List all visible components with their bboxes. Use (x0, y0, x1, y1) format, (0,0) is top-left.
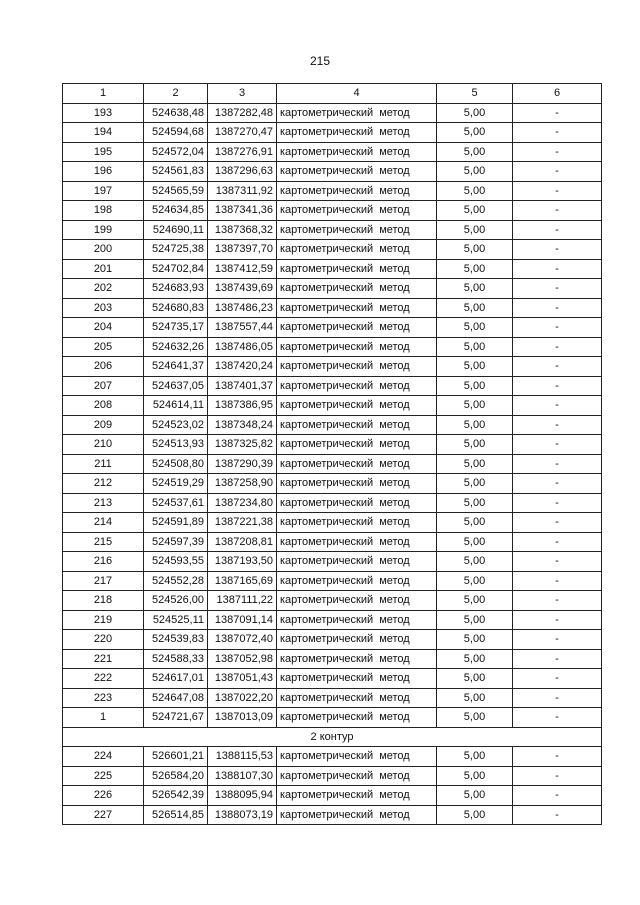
cell-col-4: картометрический метод (277, 279, 437, 299)
cell-col-6: - (513, 162, 602, 182)
cell-col-3: 1387486,23 (208, 298, 277, 318)
section-row (63, 727, 602, 747)
table-row (63, 298, 602, 318)
cell-col-1: 208 (63, 396, 144, 416)
table-row (63, 220, 602, 240)
header-row (63, 84, 602, 104)
cell-col-5: 5,00 (437, 318, 513, 338)
cell-col-4: картометрический метод (277, 747, 437, 767)
cell-col-5: 5,00 (437, 630, 513, 650)
cell-col-2: 524526,00 (144, 591, 208, 611)
cell-col-1: 220 (63, 630, 144, 650)
cell-col-2: 524637,05 (144, 376, 208, 396)
table-row (63, 493, 602, 513)
table-row (63, 630, 602, 650)
table-row (63, 610, 602, 630)
cell-col-4: картометрический метод (277, 357, 437, 377)
cell-col-2: 524702,84 (144, 259, 208, 279)
table-row (63, 142, 602, 162)
cell-col-4: картометрический метод (277, 454, 437, 474)
cell-col-1: 222 (63, 669, 144, 689)
table-row (63, 786, 602, 806)
cell-col-4: картометрический метод (277, 474, 437, 494)
cell-col-2: 524561,83 (144, 162, 208, 182)
cell-col-4: картометрический метод (277, 201, 437, 221)
cell-col-3: 1387341,36 (208, 201, 277, 221)
table-row (63, 649, 602, 669)
cell-col-4: картометрический метод (277, 103, 437, 123)
header-col-6: 6 (513, 84, 602, 104)
cell-col-2: 524588,33 (144, 649, 208, 669)
cell-col-3: 1388115,53 (208, 747, 277, 767)
cell-col-2: 524680,83 (144, 298, 208, 318)
cell-col-5: 5,00 (437, 591, 513, 611)
cell-col-1: 204 (63, 318, 144, 338)
header-col-2: 2 (144, 84, 208, 104)
cell-col-3: 1387348,24 (208, 415, 277, 435)
cell-col-4: картометрический метод (277, 649, 437, 669)
cell-col-4: картометрический метод (277, 513, 437, 533)
cell-col-6: - (513, 786, 602, 806)
table-row (63, 415, 602, 435)
cell-col-2: 524647,08 (144, 688, 208, 708)
cell-col-1: 207 (63, 376, 144, 396)
cell-col-5: 5,00 (437, 123, 513, 143)
cell-col-4: картометрический метод (277, 181, 437, 201)
cell-col-4: картометрический метод (277, 376, 437, 396)
header-col-3: 3 (208, 84, 277, 104)
cell-col-6: - (513, 571, 602, 591)
cell-col-1: 199 (63, 220, 144, 240)
cell-col-4: картометрический метод (277, 142, 437, 162)
cell-col-4: картометрический метод (277, 786, 437, 806)
table-row (63, 571, 602, 591)
cell-col-1: 203 (63, 298, 144, 318)
table-row (63, 337, 602, 357)
cell-col-5: 5,00 (437, 415, 513, 435)
cell-col-4: картометрический метод (277, 708, 437, 728)
cell-col-4: картометрический метод (277, 493, 437, 513)
cell-col-6: - (513, 766, 602, 786)
cell-col-2: 524638,48 (144, 103, 208, 123)
cell-col-1: 212 (63, 474, 144, 494)
cell-col-6: - (513, 669, 602, 689)
table-row (63, 454, 602, 474)
table-body-contour-2 (63, 747, 602, 825)
cell-col-6: - (513, 591, 602, 611)
section-label: 2 контур (63, 727, 602, 747)
cell-col-6: - (513, 298, 602, 318)
table-row (63, 591, 602, 611)
cell-col-4: картометрический метод (277, 532, 437, 552)
cell-col-6: - (513, 688, 602, 708)
cell-col-1: 206 (63, 357, 144, 377)
cell-col-5: 5,00 (437, 610, 513, 630)
cell-col-2: 524641,37 (144, 357, 208, 377)
cell-col-5: 5,00 (437, 279, 513, 299)
cell-col-6: - (513, 532, 602, 552)
cell-col-3: 1387282,48 (208, 103, 277, 123)
cell-col-5: 5,00 (437, 766, 513, 786)
cell-col-3: 1387368,32 (208, 220, 277, 240)
cell-col-2: 524614,11 (144, 396, 208, 416)
cell-col-5: 5,00 (437, 103, 513, 123)
cell-col-3: 1387051,43 (208, 669, 277, 689)
cell-col-6: - (513, 337, 602, 357)
table-row (63, 162, 602, 182)
cell-col-2: 524539,83 (144, 630, 208, 650)
cell-col-6: - (513, 630, 602, 650)
cell-col-2: 524565,59 (144, 181, 208, 201)
cell-col-3: 1387052,98 (208, 649, 277, 669)
cell-col-1: 209 (63, 415, 144, 435)
cell-col-1: 213 (63, 493, 144, 513)
cell-col-6: - (513, 279, 602, 299)
cell-col-3: 1388073,19 (208, 805, 277, 825)
cell-col-4: картометрический метод (277, 415, 437, 435)
cell-col-2: 526514,85 (144, 805, 208, 825)
cell-col-1: 226 (63, 786, 144, 806)
cell-col-5: 5,00 (437, 396, 513, 416)
cell-col-6: - (513, 357, 602, 377)
cell-col-5: 5,00 (437, 142, 513, 162)
cell-col-5: 5,00 (437, 259, 513, 279)
cell-col-3: 1387325,82 (208, 435, 277, 455)
cell-col-4: картометрический метод (277, 318, 437, 338)
cell-col-6: - (513, 513, 602, 533)
cell-col-5: 5,00 (437, 786, 513, 806)
cell-col-4: картометрический метод (277, 630, 437, 650)
cell-col-3: 1387022,20 (208, 688, 277, 708)
cell-col-1: 227 (63, 805, 144, 825)
header-col-4: 4 (277, 84, 437, 104)
cell-col-6: - (513, 552, 602, 572)
table-row (63, 103, 602, 123)
cell-col-5: 5,00 (437, 747, 513, 767)
cell-col-5: 5,00 (437, 669, 513, 689)
cell-col-2: 524721,67 (144, 708, 208, 728)
cell-col-5: 5,00 (437, 571, 513, 591)
cell-col-4: картометрический метод (277, 552, 437, 572)
cell-col-4: картометрический метод (277, 766, 437, 786)
table-row (63, 201, 602, 221)
table-row (63, 513, 602, 533)
table-row (63, 552, 602, 572)
cell-col-3: 1387296,63 (208, 162, 277, 182)
cell-col-3: 1387091,14 (208, 610, 277, 630)
cell-col-3: 1387276,91 (208, 142, 277, 162)
cell-col-4: картометрический метод (277, 123, 437, 143)
cell-col-3: 1388107,30 (208, 766, 277, 786)
cell-col-4: картометрический метод (277, 396, 437, 416)
cell-col-3: 1387386,95 (208, 396, 277, 416)
cell-col-6: - (513, 649, 602, 669)
cell-col-1: 215 (63, 532, 144, 552)
cell-col-3: 1387290,39 (208, 454, 277, 474)
cell-col-2: 524525,11 (144, 610, 208, 630)
cell-col-3: 1387420,24 (208, 357, 277, 377)
cell-col-3: 1387111,22 (208, 591, 277, 611)
cell-col-3: 1388095,94 (208, 786, 277, 806)
cell-col-5: 5,00 (437, 298, 513, 318)
table-row (63, 376, 602, 396)
cell-col-5: 5,00 (437, 688, 513, 708)
cell-col-6: - (513, 376, 602, 396)
cell-col-1: 197 (63, 181, 144, 201)
cell-col-1: 214 (63, 513, 144, 533)
table-row (63, 688, 602, 708)
cell-col-5: 5,00 (437, 454, 513, 474)
cell-col-2: 526601,21 (144, 747, 208, 767)
cell-col-5: 5,00 (437, 708, 513, 728)
cell-col-6: - (513, 123, 602, 143)
table-row (63, 474, 602, 494)
table-row (63, 279, 602, 299)
cell-col-3: 1387412,59 (208, 259, 277, 279)
cell-col-2: 526542,39 (144, 786, 208, 806)
cell-col-6: - (513, 747, 602, 767)
cell-col-3: 1387401,37 (208, 376, 277, 396)
cell-col-6: - (513, 396, 602, 416)
cell-col-2: 526584,20 (144, 766, 208, 786)
cell-col-3: 1387013,09 (208, 708, 277, 728)
cell-col-6: - (513, 103, 602, 123)
cell-col-1: 211 (63, 454, 144, 474)
cell-col-5: 5,00 (437, 337, 513, 357)
cell-col-4: картометрический метод (277, 337, 437, 357)
header-col-1: 1 (63, 84, 144, 104)
cell-col-5: 5,00 (437, 474, 513, 494)
table-row (63, 747, 602, 767)
cell-col-6: - (513, 435, 602, 455)
cell-col-2: 524725,38 (144, 240, 208, 260)
cell-col-4: картометрический метод (277, 259, 437, 279)
cell-col-2: 524634,85 (144, 201, 208, 221)
cell-col-1: 200 (63, 240, 144, 260)
cell-col-6: - (513, 493, 602, 513)
table-row (63, 259, 602, 279)
table-body-contour-1 (63, 103, 602, 727)
page-number: 215 (309, 54, 331, 68)
cell-col-1: 202 (63, 279, 144, 299)
cell-col-1: 205 (63, 337, 144, 357)
cell-col-2: 524597,39 (144, 532, 208, 552)
cell-col-2: 524519,29 (144, 474, 208, 494)
cell-col-2: 524572,04 (144, 142, 208, 162)
cell-col-5: 5,00 (437, 240, 513, 260)
cell-col-4: картометрический метод (277, 435, 437, 455)
table-row (63, 435, 602, 455)
cell-col-2: 524683,93 (144, 279, 208, 299)
cell-col-5: 5,00 (437, 435, 513, 455)
table-row (63, 532, 602, 552)
cell-col-1: 224 (63, 747, 144, 767)
cell-col-6: - (513, 805, 602, 825)
cell-col-4: картометрический метод (277, 610, 437, 630)
cell-col-5: 5,00 (437, 181, 513, 201)
cell-col-2: 524523,02 (144, 415, 208, 435)
table-row (63, 318, 602, 338)
cell-col-3: 1387270,47 (208, 123, 277, 143)
cell-col-6: - (513, 201, 602, 221)
cell-col-2: 524513,93 (144, 435, 208, 455)
cell-col-3: 1387486,05 (208, 337, 277, 357)
cell-col-3: 1387258,90 (208, 474, 277, 494)
cell-col-1: 196 (63, 162, 144, 182)
cell-col-6: - (513, 181, 602, 201)
cell-col-4: картометрический метод (277, 688, 437, 708)
cell-col-5: 5,00 (437, 162, 513, 182)
cell-col-1: 217 (63, 571, 144, 591)
cell-col-3: 1387072,40 (208, 630, 277, 650)
cell-col-2: 524594,68 (144, 123, 208, 143)
table-row (63, 396, 602, 416)
section-row-group (63, 727, 602, 747)
cell-col-5: 5,00 (437, 532, 513, 552)
cell-col-5: 5,00 (437, 493, 513, 513)
cell-col-3: 1387165,69 (208, 571, 277, 591)
cell-col-3: 1387208,81 (208, 532, 277, 552)
cell-col-1: 223 (63, 688, 144, 708)
cell-col-3: 1387557,44 (208, 318, 277, 338)
cell-col-5: 5,00 (437, 376, 513, 396)
cell-col-4: картометрический метод (277, 298, 437, 318)
table-row (63, 805, 602, 825)
cell-col-3: 1387311,92 (208, 181, 277, 201)
cell-col-2: 524591,89 (144, 513, 208, 533)
cell-col-4: картометрический метод (277, 220, 437, 240)
cell-col-2: 524552,28 (144, 571, 208, 591)
cell-col-6: - (513, 474, 602, 494)
cell-col-6: - (513, 610, 602, 630)
cell-col-6: - (513, 142, 602, 162)
cell-col-4: картометрический метод (277, 805, 437, 825)
table-row (63, 766, 602, 786)
cell-col-6: - (513, 454, 602, 474)
cell-col-4: картометрический метод (277, 162, 437, 182)
cell-col-2: 524537,61 (144, 493, 208, 513)
cell-col-2: 524508,80 (144, 454, 208, 474)
cell-col-2: 524593,55 (144, 552, 208, 572)
cell-col-2: 524690,11 (144, 220, 208, 240)
cell-col-4: картометрический метод (277, 571, 437, 591)
cell-col-2: 524735,17 (144, 318, 208, 338)
cell-col-6: - (513, 259, 602, 279)
cell-col-2: 524632,26 (144, 337, 208, 357)
cell-col-4: картометрический метод (277, 240, 437, 260)
cell-col-5: 5,00 (437, 220, 513, 240)
coordinates-table (62, 83, 602, 825)
cell-col-1: 210 (63, 435, 144, 455)
cell-col-4: картометрический метод (277, 591, 437, 611)
cell-col-5: 5,00 (437, 552, 513, 572)
table-row (63, 240, 602, 260)
cell-col-1: 1 (63, 708, 144, 728)
cell-col-2: 524617,01 (144, 669, 208, 689)
table-row (63, 708, 602, 728)
cell-col-6: - (513, 220, 602, 240)
cell-col-3: 1387234,80 (208, 493, 277, 513)
cell-col-6: - (513, 708, 602, 728)
cell-col-1: 198 (63, 201, 144, 221)
cell-col-5: 5,00 (437, 201, 513, 221)
table-row (63, 669, 602, 689)
cell-col-5: 5,00 (437, 357, 513, 377)
cell-col-3: 1387193,50 (208, 552, 277, 572)
cell-col-1: 218 (63, 591, 144, 611)
cell-col-1: 216 (63, 552, 144, 572)
header-col-5: 5 (437, 84, 513, 104)
cell-col-4: картометрический метод (277, 669, 437, 689)
cell-col-1: 225 (63, 766, 144, 786)
cell-col-3: 1387221,38 (208, 513, 277, 533)
cell-col-6: - (513, 318, 602, 338)
cell-col-5: 5,00 (437, 513, 513, 533)
cell-col-1: 219 (63, 610, 144, 630)
cell-col-3: 1387397,70 (208, 240, 277, 260)
cell-col-1: 201 (63, 259, 144, 279)
cell-col-1: 194 (63, 123, 144, 143)
cell-col-1: 193 (63, 103, 144, 123)
cell-col-5: 5,00 (437, 649, 513, 669)
table-row (63, 357, 602, 377)
cell-col-1: 195 (63, 142, 144, 162)
cell-col-1: 221 (63, 649, 144, 669)
cell-col-6: - (513, 415, 602, 435)
table-row (63, 181, 602, 201)
cell-col-6: - (513, 240, 602, 260)
table-row (63, 123, 602, 143)
cell-col-3: 1387439,69 (208, 279, 277, 299)
cell-col-5: 5,00 (437, 805, 513, 825)
